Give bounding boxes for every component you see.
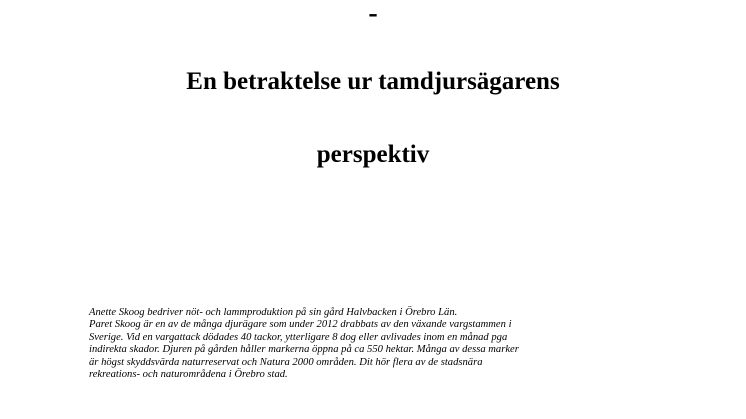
intro-paragraph — [89, 307, 664, 381]
document-title-line-2: perspektiv — [316, 141, 430, 168]
intro-line-5: är högst skyddsvärda naturreservat och Natura 2000 områden. Dit hör flera av de stadsnära — [89, 356, 483, 368]
intro-line-4: indirekta skador. Djuren på gården håller markerna öppna på ca 550 hektar. Många av dessa marker — [89, 344, 519, 356]
intro-line-1: Anette Skoog bedriver nöt- och lammproduktion på sin gård Halvbacken i Örebro Län. — [89, 307, 458, 318]
intro-line-6: rekreations- och naturområdena i Örebro stad. — [89, 369, 288, 381]
document-title-line-1: En betraktelse ur tamdjursägarens — [186, 68, 560, 95]
intro-line-2: Paret Skoog är en av de många djurägare som under 2012 drabbats av den växande vargstammen i — [89, 319, 512, 331]
intro-line-3: Sverige. Vid en vargattack dödades 40 tackor, ytterligare 8 dog eller avlivades inom en månad pga — [89, 331, 508, 343]
top-dash-mark: - — [368, 0, 378, 29]
